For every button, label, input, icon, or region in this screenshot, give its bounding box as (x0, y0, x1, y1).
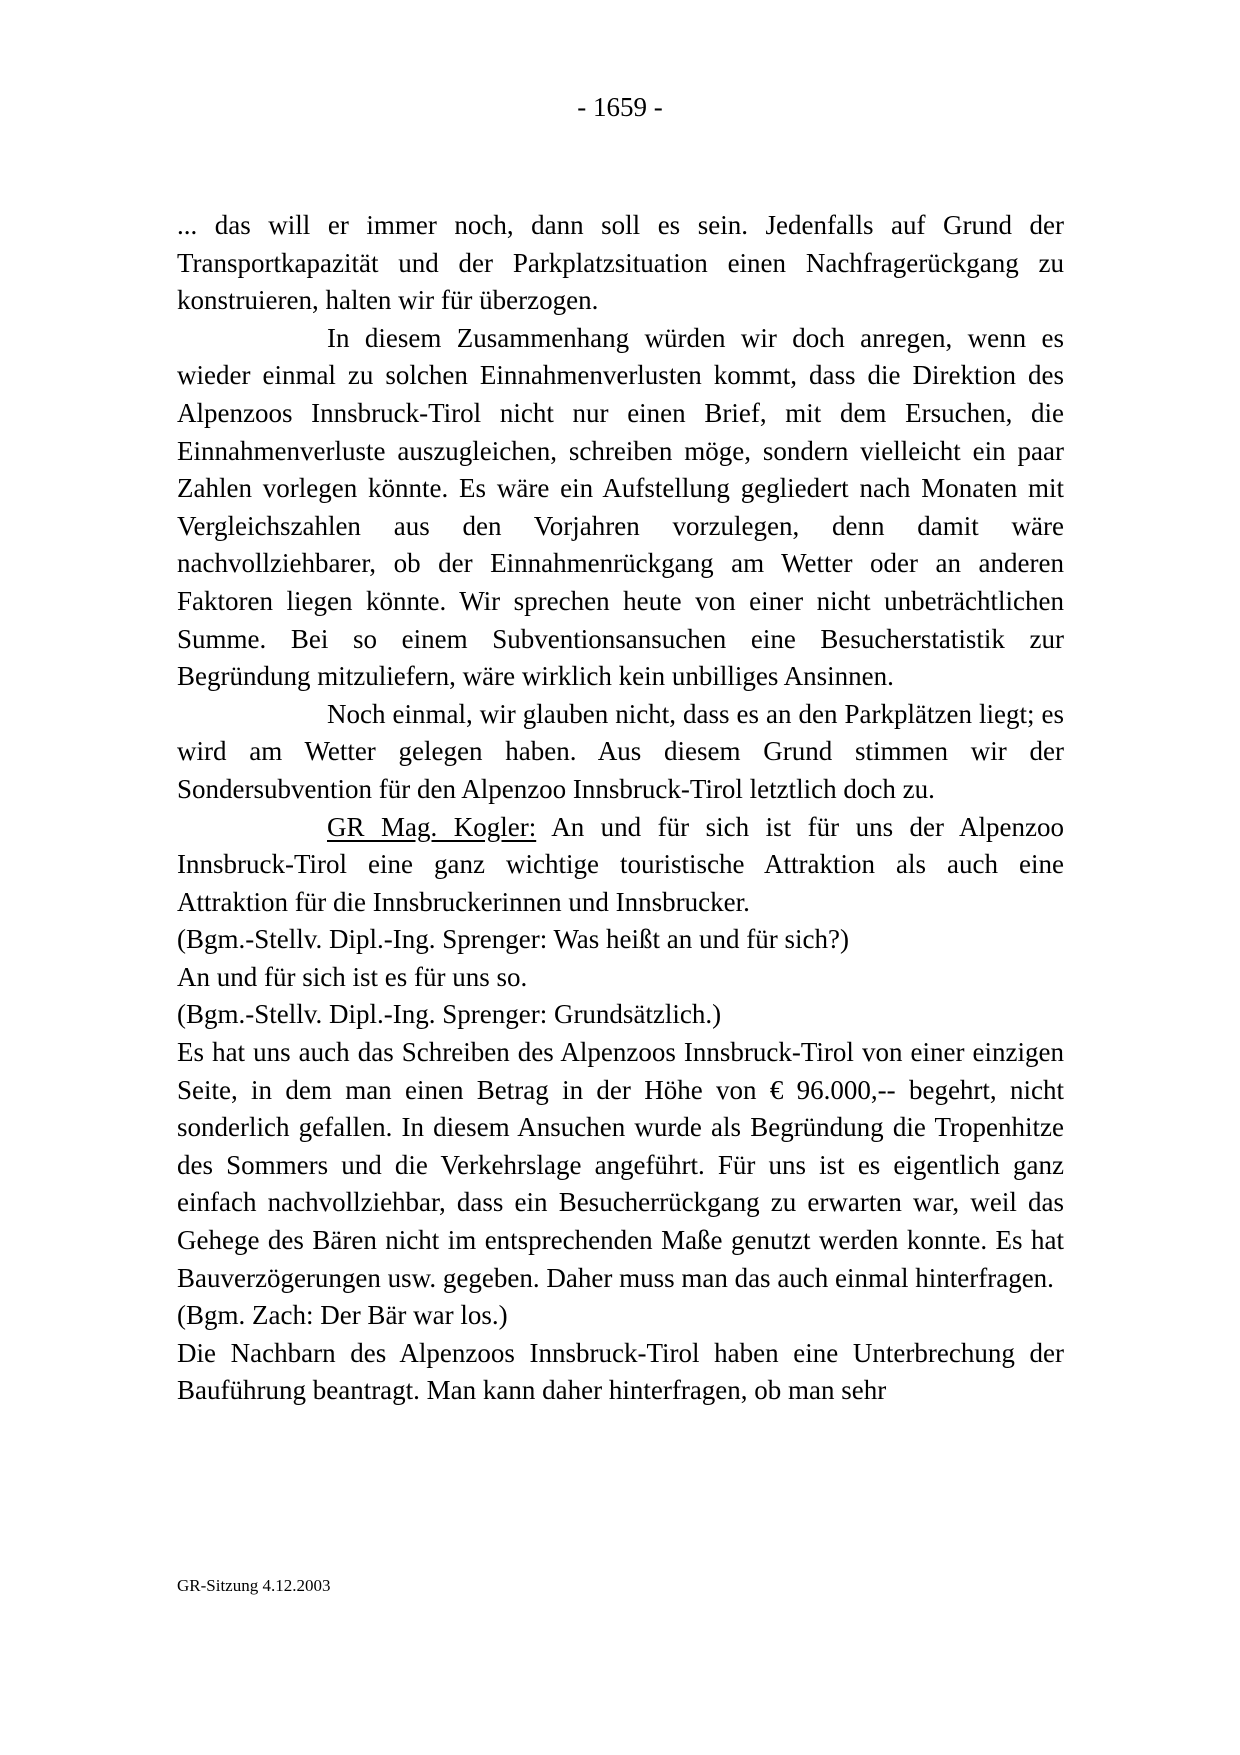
paragraph-neighbours: Die Nachbarn des Alpenzoos Innsbruck-Tirol haben eine Unterbrechung der Bauführung beantragt. Man kann daher hinterfragen, ob man sehr (177, 1337, 1064, 1406)
paragraph-speaker-statement (177, 809, 1064, 922)
paragraph-reply: An und für sich ist es für uns so. (177, 961, 528, 992)
interjection-3: (Bgm. Zach: Der Bär war los.) (177, 1300, 508, 1331)
footer-session-date: GR-Sitzung 4.12.2003 (177, 1576, 331, 1595)
document-body (177, 207, 1064, 1410)
interjection-2: (Bgm.-Stellv. Dipl.-Ing. Sprenger: Grundsätzlich.) (177, 999, 722, 1030)
paragraph-suggestion: In diesem Zusammenhang würden wir doch anregen, wenn es wieder einmal zu solchen Einnahmenverlusten kommt, dass die Direktion des Alpenzoos Innsbruck-Tirol nicht nur einen Brief, mit dem Ersuchen, die Einnahmenverluste auszugleichen, schreiben möge, sondern vielleicht ein paar Zahlen vorlegen könnte. Es wäre ein Aufstellung gegliedert nach Monaten mit Vergleichszahlen aus den Vorjahren vorzulegen, denn damit wäre nachvollziehbarer, ob der Einnahmenrückgang am Wetter oder an anderen Faktoren liegen könnte. Wir sprechen heute von einer nicht unbeträchtlichen Summe. Bei so einem Subventionsansuchen eine Besucherstatistik zur Begründung mitzuliefern, wäre wirklich kein unbilliges Ansinnen. (177, 322, 1064, 692)
paragraph-continuation: ... das will er immer noch, dann soll es sein. Jedenfalls auf Grund der Transportkapazität und der Parkplatzsituation einen Nachfragerückgang zu konstruieren, halten wir für überzogen. (177, 210, 1064, 316)
paragraph-conclusion: Noch einmal, wir glauben nicht, dass es an den Parkplätzen liegt; es wird am Wetter gelegen haben. Aus diesem Grund stimmen wir der Sondersubvention für den Alpenzoo Innsbruck-Tirol letztlich doch zu. (177, 698, 1064, 804)
interjection-1: (Bgm.-Stellv. Dipl.-Ing. Sprenger: Was heißt an und für sich?) (177, 924, 849, 955)
speaker-name: GR Mag. Kogler: (327, 811, 537, 842)
speaker-statement-text: An und für sich ist für uns der Alpenzoo Innsbruck-Tirol eine ganz wichtige touristische Attraktion als auch eine Attraktion für die Innsbruckerinnen und Innsbrucker. (177, 811, 1064, 917)
page-number: - 1659 - (577, 92, 663, 122)
paragraph-letter-critique: Es hat uns auch das Schreiben des Alpenzoos Innsbruck-Tirol von einer einzigen Seite, in dem man einen Betrag in der Höhe von € 96.000,-- begehrt, nicht sonderlich gefallen. In diesem Ansuchen wurde als Begründung die Tropenhitze des Sommers und die Verkehrslage angeführt. Für uns ist es eigentlich ganz einfach nachvollziehbar, dass ein Besucherrückgang zu erwarten war, weil das Gehege des Bären nicht im entsprechenden Maße genutzt werden konnte. Es hat Bauverzögerungen usw. gegeben. Daher muss man das auch einmal hinterfragen. (177, 1037, 1064, 1293)
